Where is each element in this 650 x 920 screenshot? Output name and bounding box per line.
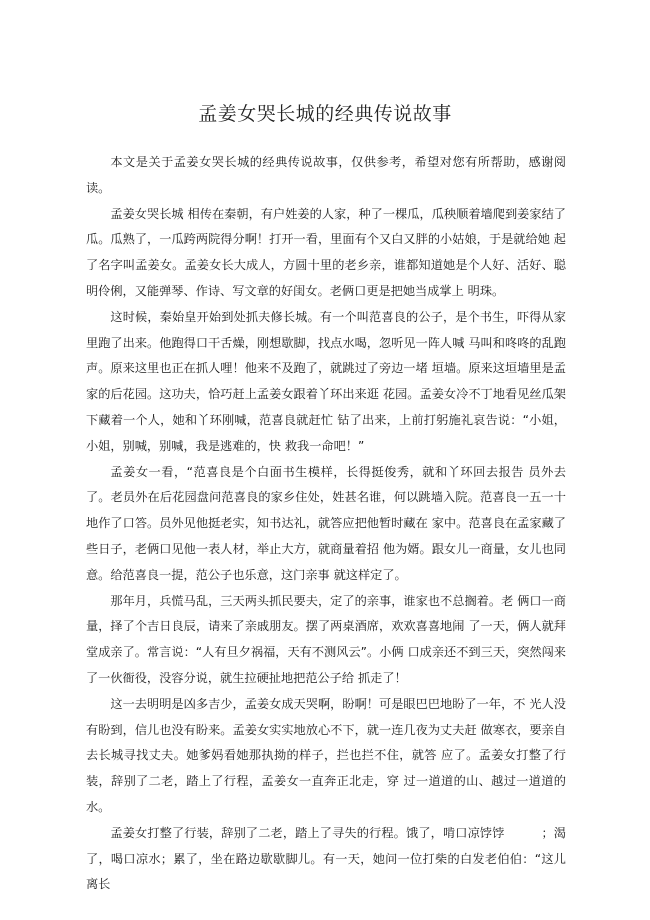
paragraph-journey: 这一去明明是凶多吉少，孟姜女成天哭啊，盼啊！可是眼巴巴地盼了一年，不 光人没有盼到，信儿也没有盼来。孟姜女实实地放心不下，就一连几夜为丈夫赶 做寒衣，要亲自去长城寻找丈夫。她爹妈看她那执拗的样子，拦也拦不住，就答 应了。孟姜女打整了行装，辞别了二老，踏上了行程，孟姜女一直奔正北走，穿 过一道道的山、越过一道道的水。: [86, 696, 566, 814]
document-title: 孟姜女哭长城的经典传说故事: [198, 103, 452, 125]
paragraph-origin: 孟姜女哭长城 相传在秦朝，有户姓姜的人家，种了一棵瓜，瓜秧顺着墙爬到姜家结了瓜。瓜熟了，一瓜跨两院得分啊！打开一看，里面有个又白又胖的小姑娘，于是就给她 起了名字叫孟姜女。孟姜女长大成人，方圆十里的老乡亲，谁都知道她是个人好、活好、聪明伶俐，又能弹琴、作诗、写文章的好闺女。老俩口更是把她当成掌上 明珠。: [86, 206, 566, 298]
paragraph-escape: 这时候，秦始皇开始到处抓夫修长城。有一个叫范喜良的公子，是个书生，吓得从家里跑了出来。他跑得口干舌燥，刚想歇脚，找点水喝，忽听见一阵人喊 马叫和咚咚的乱跑声。原来这里也正在抓人哩！他来不及跑了，就跳过了旁边一堵 垣墙。原来这垣墙里是孟家的后花园。这功夫，恰巧赶上孟姜女跟着丫环出来逛 花园。孟姜女冷不丁地看见丝瓜架下藏着一个人，她和丫环刚喊，范喜良就赶忙 钻了出来，上前打躬施礼哀告说：“小姐，小姐，别喊，别喊，我是逃难的，快 救我一命吧！”: [86, 309, 566, 453]
paragraph-engagement: 孟姜女一看，“范喜良是个白面书生模样，长得挺俊秀，就和丫环回去报告 员外去了。老员外在后花园盘问范喜良的家乡住处，姓甚名谁，何以跳墙入院。范喜良一五一十地作了口答。员外见他挺老实，知书达礼，就答应把他暂时藏在 家中。范喜良在孟家藏了些日子，老俩口见他一表人材，举止大方，就商量着招 他为婿。跟女儿一商量，女儿也同意。给范喜良一提，范公子也乐意，这门亲事 就这样定了。: [86, 464, 566, 582]
paragraph-wedding: 那年月，兵慌马乱，三天两头抓民要夫，定了的亲事，谁家也不总搁着。老 俩口一商量，择了个吉日良辰，请来了亲戚朋友。摆了两桌酒席，欢欢喜喜地闹 了一天，俩人就拜堂成亲了。常言说：“人有旦夕祸福，天有不测风云”。小俩 口成亲还不到三天，突然闯来了一伙衙役，没容分说，就生拉硬扯地把范公子给 抓走了！: [86, 593, 566, 685]
paragraph-intro: 本文是关于孟姜女哭长城的经典传说故事，仅供参考，希望对您有所帮助，感谢阅读。: [86, 155, 566, 195]
paragraph-travel: 孟姜女打整了行装，辞别了二老，踏上了寻失的行程。饿了，啃口凉饽饽 ；渴了，喝口凉水；累了，坐在路边歇歇脚儿。有一天，她问一位打柴的白发老伯伯：“这儿离长: [86, 825, 566, 892]
document-body: [86, 150, 566, 898]
